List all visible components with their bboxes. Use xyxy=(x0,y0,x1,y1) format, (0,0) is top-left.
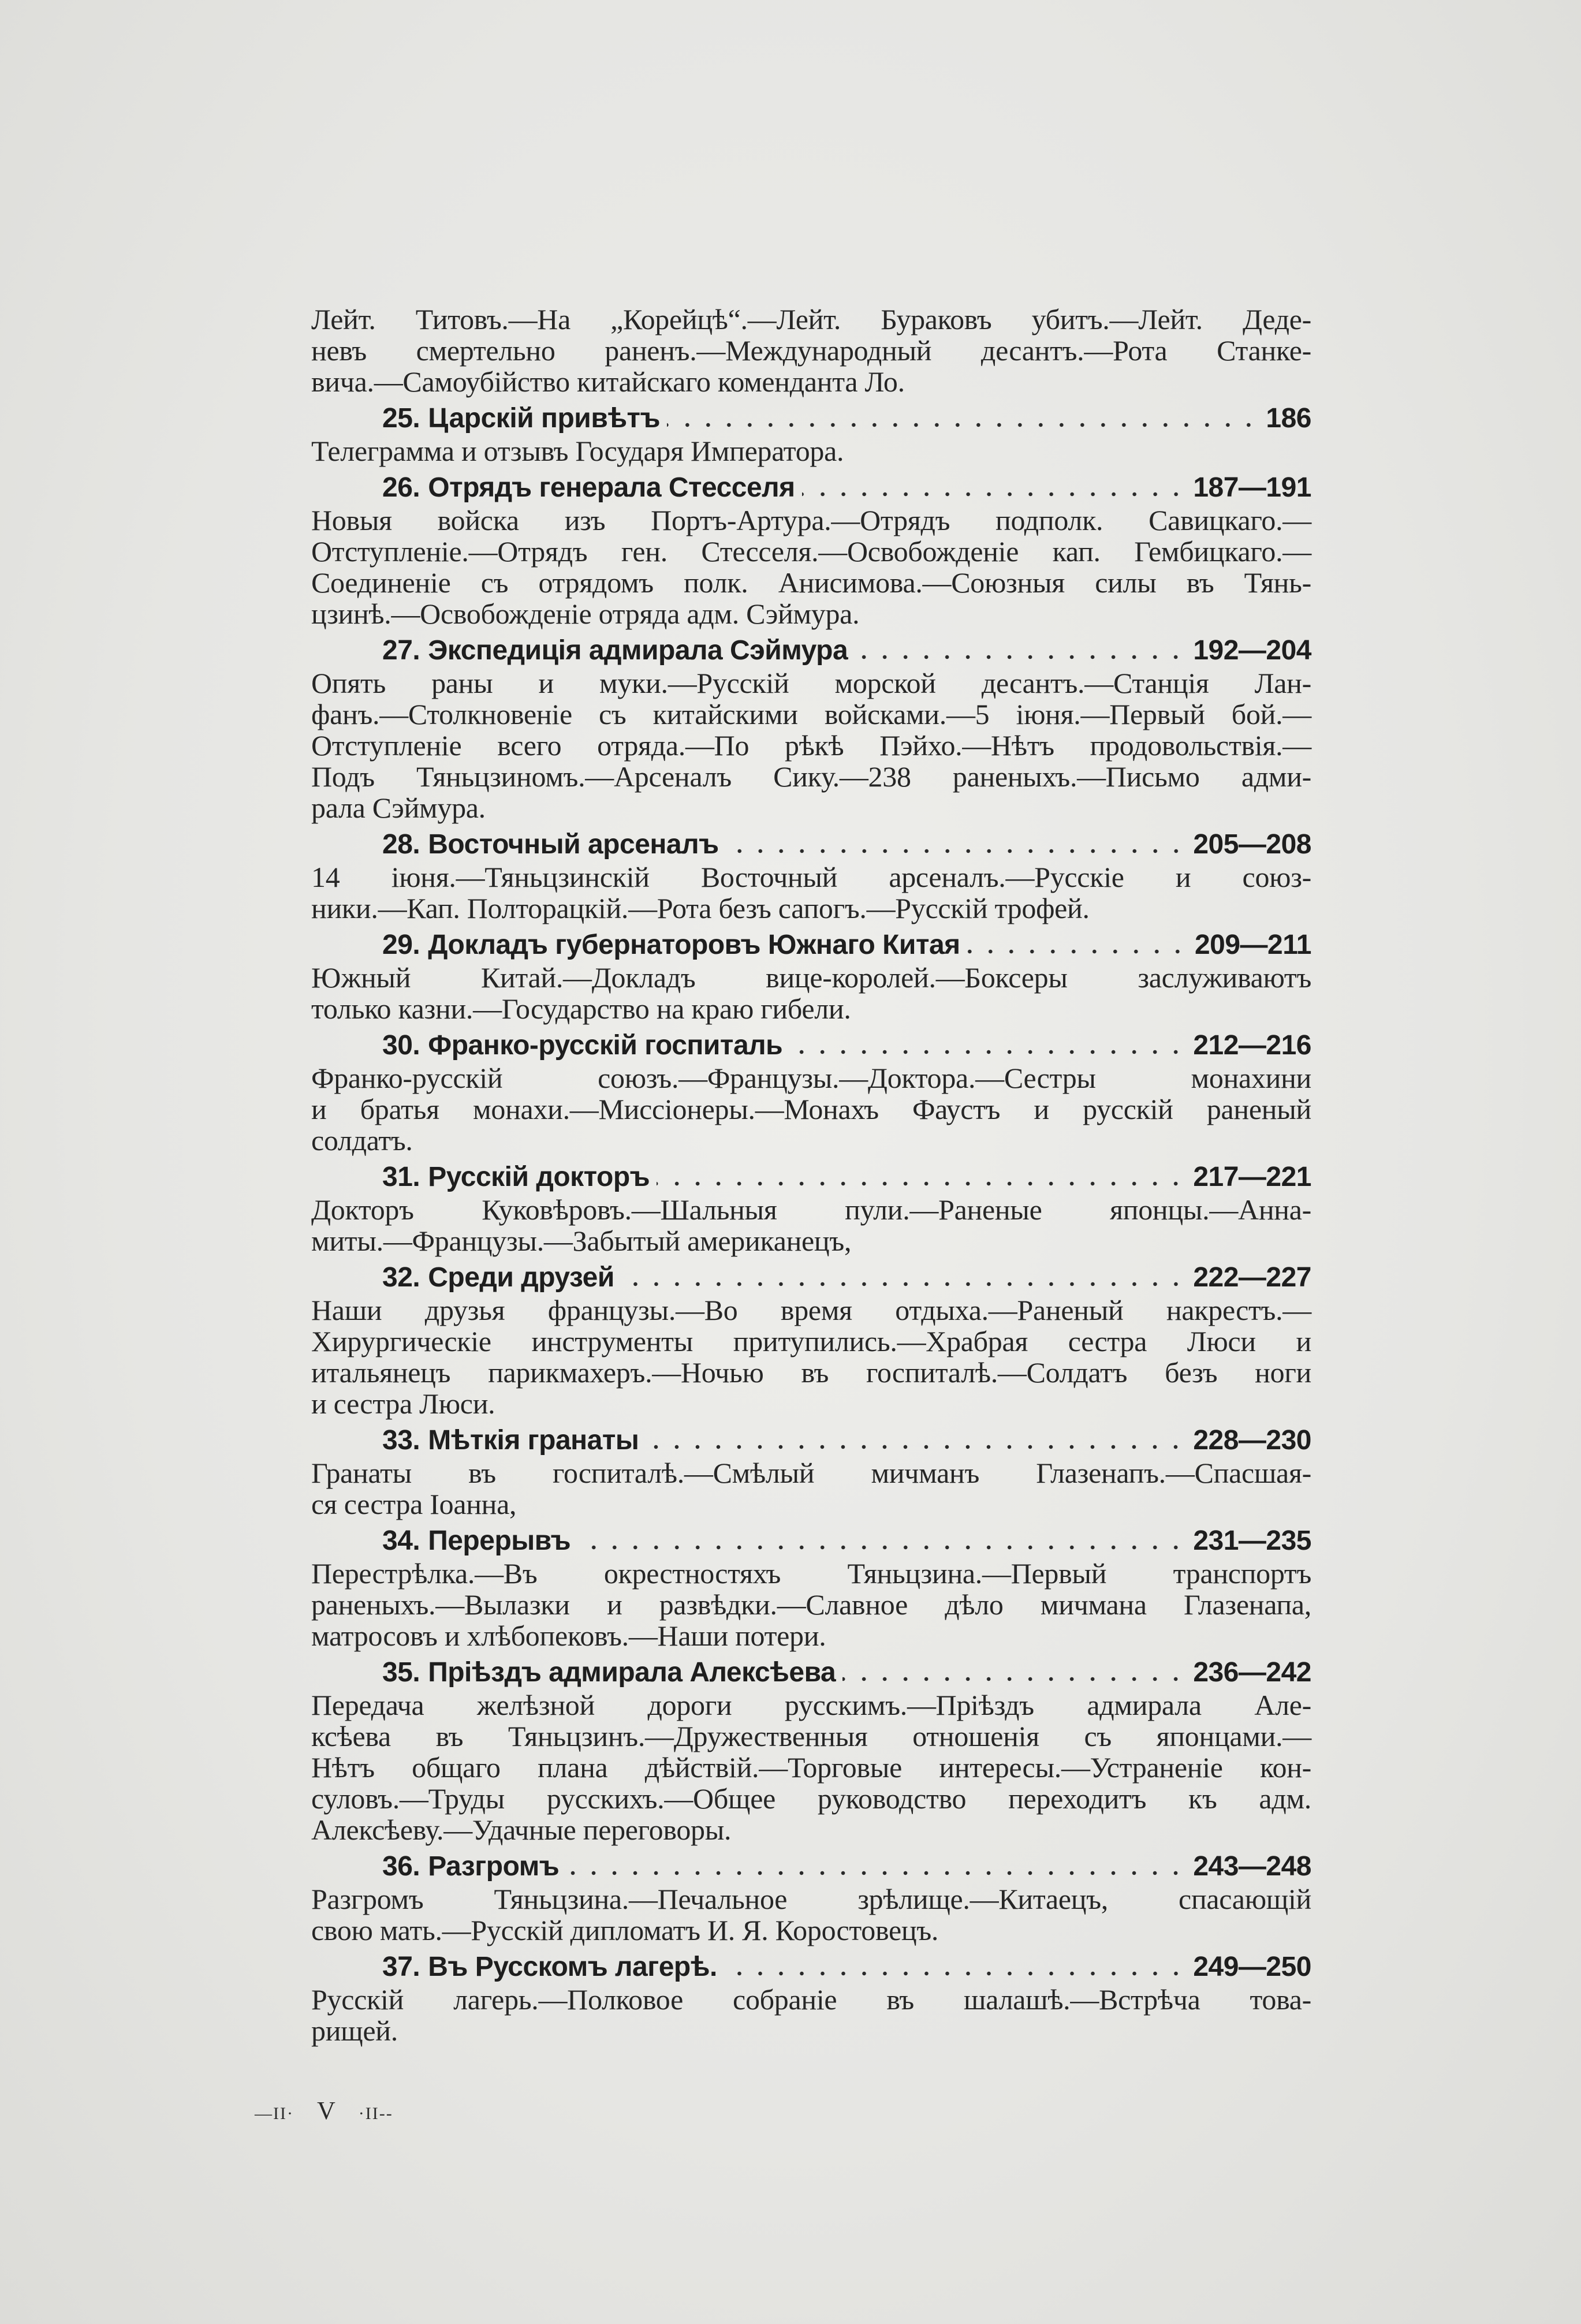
continued-description xyxy=(311,304,1311,397)
dot-leader xyxy=(657,1181,1186,1186)
description-line: Хирургическіе инструменты притупились.—Храбрая сестра Люси и xyxy=(311,1325,1311,1357)
description-line: 14 іюня.—Тяньцзинскій Восточный арсеналъ.—Русскіе и союз- xyxy=(311,861,1311,893)
chapter-title: Въ Русскомъ лагерѣ. xyxy=(428,1952,717,1982)
chapter-description xyxy=(311,1457,1311,1520)
description-line: вича.—Самоубійство китайскаго коменданта Ло. xyxy=(311,365,905,398)
chapter-description xyxy=(311,962,1311,1024)
dot-leader xyxy=(967,949,1188,954)
toc-entry xyxy=(311,1950,1311,2046)
chapter-number: 29. xyxy=(382,930,420,960)
chapter-pages: 205—208 xyxy=(1193,829,1311,860)
chapter-description xyxy=(311,1883,1311,1946)
chapter-number: 33. xyxy=(382,1425,420,1456)
chapter-number: 34. xyxy=(382,1525,420,1556)
toc-entry xyxy=(311,1524,1311,1651)
toc-entry xyxy=(311,1161,1311,1256)
chapter-pages: 209—211 xyxy=(1194,930,1311,960)
chapter-heading xyxy=(382,1524,1311,1558)
toc-entry xyxy=(311,928,1311,1024)
footer-ornament-left: —II· xyxy=(255,2104,294,2123)
chapter-heading xyxy=(382,928,1311,962)
description-line: Отступленіе.—Отрядъ ген. Стесселя.—Освобожденіе кап. Гембицкаго.— xyxy=(311,535,1311,568)
chapter-heading xyxy=(382,1029,1311,1062)
description-line: только казни.—Государство на краю гибели. xyxy=(311,993,851,1025)
chapter-title: Франко-русскій госпиталь xyxy=(428,1030,783,1061)
description-line: ксѣева въ Тяньцзинъ.—Дружественныя отношенія съ японцами.— xyxy=(311,1720,1311,1752)
description-line: Докторъ Куковѣровъ.—Шальныя пули.—Раненые японцы.—Анна- xyxy=(311,1193,1311,1226)
description-line: и сестра Люси. xyxy=(311,1387,495,1420)
toc-entry xyxy=(311,828,1311,924)
dot-leader xyxy=(667,423,1259,427)
chapter-number: 28. xyxy=(382,829,420,860)
chapter-number: 27. xyxy=(382,635,420,666)
chapter-heading xyxy=(382,634,1311,667)
toc-entry xyxy=(311,1029,1311,1156)
description-line: цзинѣ.—Освобожденіе отряда адм. Сэймура. xyxy=(311,598,860,630)
description-line: Гранаты въ госпиталѣ.—Смѣлый мичманъ Глазенапъ.—Спасшая- xyxy=(311,1457,1311,1489)
dot-leader xyxy=(789,1050,1186,1054)
chapter-pages: 186 xyxy=(1266,403,1311,434)
chapter-pages: 228—230 xyxy=(1193,1425,1311,1456)
description-line: миты.—Французы.—Забытый американецъ, xyxy=(311,1225,852,1257)
chapter-pages: 236—242 xyxy=(1193,1657,1311,1688)
table-of-contents xyxy=(311,304,1311,2046)
description-line: Опять раны и муки.—Русскій морской десантъ.—Станція Лан- xyxy=(311,667,1311,699)
chapter-title: Докладъ губернаторовъ Южнаго Китая xyxy=(428,930,960,960)
toc-entry xyxy=(311,1850,1311,1946)
dot-leader xyxy=(842,1677,1186,1681)
chapter-title: Пріѣздъ адмирала Алексѣева xyxy=(428,1657,836,1688)
chapter-title: Разгромъ xyxy=(428,1851,560,1882)
chapter-description xyxy=(311,861,1311,924)
dot-leader xyxy=(577,1545,1186,1550)
chapter-description xyxy=(311,1689,1311,1845)
chapter-description xyxy=(311,667,1311,823)
description-line: Передача желѣзной дороги русскимъ.—Пріѣздъ адмирала Але- xyxy=(311,1689,1311,1721)
toc-entry xyxy=(311,1656,1311,1845)
description-line: рищей. xyxy=(311,2015,398,2047)
chapter-description xyxy=(311,1984,1311,2046)
description-line: Франко-русскій союзъ.—Французы.—Доктора.—Сестры монахини xyxy=(311,1062,1311,1094)
description-line: Нѣтъ общаго плана дѣйствій.—Торговые интересы.—Устраненіе кон- xyxy=(311,1751,1311,1784)
chapter-number: 30. xyxy=(382,1030,420,1061)
chapter-pages: 249—250 xyxy=(1193,1952,1311,1982)
chapter-heading xyxy=(382,402,1311,435)
chapter-pages: 222—227 xyxy=(1193,1262,1311,1293)
dot-leader xyxy=(566,1871,1186,1875)
description-line: Перестрѣлка.—Въ окрестностяхъ Тяньцзина.—Первый транспортъ xyxy=(311,1557,1311,1590)
description-line: ники.—Кап. Полторацкій.—Рота безъ сапогъ.—Русскій трофей. xyxy=(311,892,1090,924)
description-line: матросовъ и хлѣбопековъ.—Наши потери. xyxy=(311,1620,826,1652)
chapter-title: Среди друзей xyxy=(428,1262,614,1293)
footer-ornament-right: ·II-- xyxy=(358,2104,393,2123)
chapter-heading xyxy=(382,828,1311,861)
page-footer xyxy=(255,2096,393,2125)
description-line: солдатъ. xyxy=(311,1124,413,1157)
chapter-description xyxy=(311,1558,1311,1651)
description-line: невъ смертельно раненъ.—Международный десантъ.—Рота Станке- xyxy=(311,334,1311,367)
chapter-title: Царскій привѣтъ xyxy=(428,403,661,434)
chapter-description xyxy=(311,1062,1311,1156)
dot-leader xyxy=(646,1445,1186,1449)
description-line: Наши друзья французы.—Во время отдыха.—Раненый накрестъ.— xyxy=(311,1294,1311,1326)
description-line: Соединеніе съ отрядомъ полк. Анисимова.—Союзныя силы въ Тянь- xyxy=(311,566,1311,599)
dot-leader xyxy=(802,492,1187,497)
dot-leader xyxy=(726,849,1187,853)
description-line: Отступленіе всего отряда.—По рѣкѣ Пэйхо.—Нѣтъ продовольствія.— xyxy=(311,729,1311,762)
chapter-title: Русскій докторъ xyxy=(428,1162,650,1192)
chapter-heading xyxy=(382,1161,1311,1194)
chapter-number: 25. xyxy=(382,403,420,434)
chapter-number: 37. xyxy=(382,1952,420,1982)
toc-entry xyxy=(311,1424,1311,1520)
toc-entry xyxy=(311,1261,1311,1419)
chapter-number: 35. xyxy=(382,1657,420,1688)
chapter-heading xyxy=(382,471,1311,505)
chapter-pages: 192—204 xyxy=(1193,635,1311,666)
chapter-number: 26. xyxy=(382,472,420,503)
description-line: Телеграмма и отзывъ Государя Императора. xyxy=(311,435,844,467)
description-line: Алексѣеву.—Удачные переговоры. xyxy=(311,1814,732,1846)
chapter-pages: 231—235 xyxy=(1193,1525,1311,1556)
chapter-heading xyxy=(382,1656,1311,1689)
description-line: рала Сэймура. xyxy=(311,792,486,824)
description-line: Новыя войска изъ Портъ-Артура.—Отрядъ подполк. Савицкаго.— xyxy=(311,504,1311,536)
chapter-pages: 217—221 xyxy=(1193,1162,1311,1192)
description-line: суловъ.—Труды русскихъ.—Общее руководство переходитъ къ адм. xyxy=(311,1782,1311,1815)
chapter-title: Мѣткія гранаты xyxy=(428,1425,639,1456)
chapter-description xyxy=(311,435,1311,467)
chapter-description xyxy=(311,1194,1311,1256)
dot-leader xyxy=(621,1282,1186,1286)
description-line: Разгромъ Тяньцзина.—Печальное зрѣлище.—Китаецъ, спасающій xyxy=(311,1883,1311,1915)
dot-leader xyxy=(724,1971,1187,1976)
description-line: Южный Китай.—Докладъ вице-королей.—Боксеры заслуживаютъ xyxy=(311,961,1311,994)
chapter-title: Отрядъ генерала Стесселя xyxy=(428,472,795,503)
chapter-heading xyxy=(382,1950,1311,1984)
description-line: ся сестра Іоанна, xyxy=(311,1488,517,1520)
description-line: Лейт. Титовъ.—На „Корейцѣ“.—Лейт. Бураковъ убитъ.—Лейт. Деде- xyxy=(311,303,1311,335)
page-number: V xyxy=(316,2097,335,2125)
chapter-heading xyxy=(382,1850,1311,1883)
toc-entry xyxy=(311,634,1311,823)
chapter-title: Экспедиція адмирала Сэймура xyxy=(428,635,848,666)
chapter-description xyxy=(311,1295,1311,1419)
chapter-pages: 187—191 xyxy=(1193,472,1311,503)
description-line: фанъ.—Столкновеніе съ китайскими войсками.—5 іюня.—Первый бой.— xyxy=(311,698,1311,730)
description-line: Русскій лагерь.—Полковое собраніе въ шалашѣ.—Встрѣча това- xyxy=(311,1983,1311,2016)
chapter-title: Перерывъ xyxy=(428,1525,571,1556)
description-line: итальянецъ парикмахеръ.—Ночью въ госпиталѣ.—Солдатъ безъ ноги xyxy=(311,1356,1311,1389)
chapter-number: 32. xyxy=(382,1262,420,1293)
chapter-title: Восточный арсеналъ xyxy=(428,829,719,860)
description-line: и братья монахи.—Миссіонеры.—Монахъ Фаустъ и русскій раненый xyxy=(311,1093,1311,1125)
toc-entries xyxy=(311,402,1311,2046)
description-line: свою мать.—Русскій дипломатъ И. Я. Коростовецъ. xyxy=(311,1914,939,1946)
chapter-number: 31. xyxy=(382,1162,420,1192)
chapter-heading xyxy=(382,1261,1311,1295)
chapter-description xyxy=(311,505,1311,629)
toc-entry xyxy=(311,471,1311,629)
description-line: Подъ Тяньцзиномъ.—Арсеналъ Сику.—238 раненыхъ.—Письмо адми- xyxy=(311,760,1311,793)
dot-leader xyxy=(855,655,1186,659)
chapter-number: 36. xyxy=(382,1851,420,1882)
toc-entry xyxy=(311,402,1311,467)
description-line: раненыхъ.—Вылазки и развѣдки.—Славное дѣло мичмана Глазенапа, xyxy=(311,1588,1311,1621)
chapter-heading xyxy=(382,1424,1311,1457)
chapter-pages: 212—216 xyxy=(1193,1030,1311,1061)
chapter-pages: 243—248 xyxy=(1193,1851,1311,1882)
